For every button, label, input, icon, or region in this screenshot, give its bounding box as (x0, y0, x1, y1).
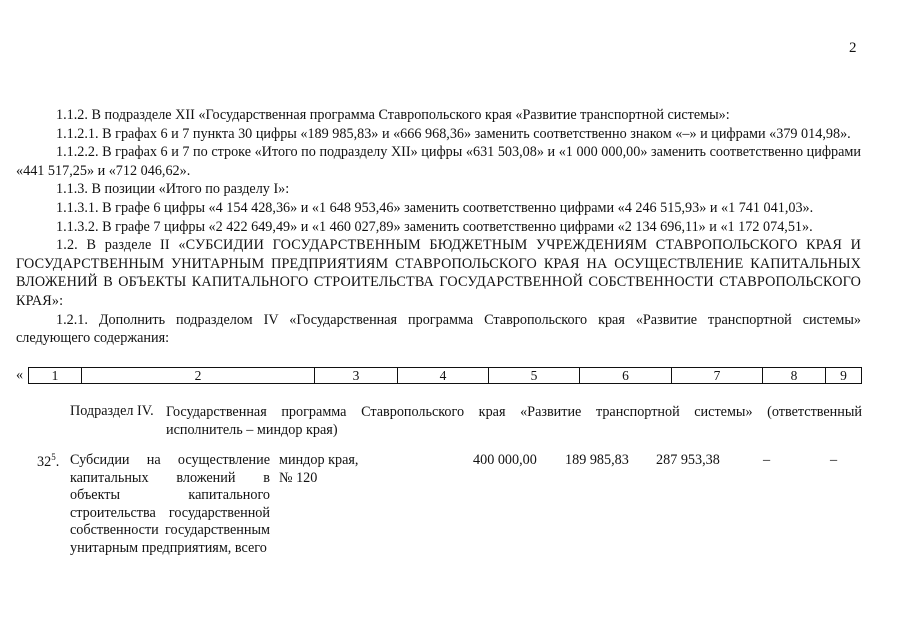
col-num-1: 1 (29, 368, 82, 384)
row-number-dot: . (55, 454, 60, 470)
amendment-text (16, 106, 861, 348)
page-number: 2 (849, 40, 857, 56)
open-quote: « (16, 367, 24, 383)
col-num-5: 5 (489, 368, 580, 384)
row-number (37, 452, 59, 471)
paragraph-1-1-2: 1.1.2. В подразделе XII «Государственная программа Ставропольского края «Развитие транспортной системы»: (56, 107, 730, 123)
paragraph-1-1-2-1: 1.1.2.1. В графах 6 и 7 пункта 30 цифры «189 985,83» и «666 968,36» заменить соответственно знаком «–» и цифрами «379 014,98». (56, 125, 851, 142)
row-col8-value: – (763, 452, 771, 468)
column-number-row (16, 367, 862, 384)
row-executor: миндор края, № 120 (279, 452, 359, 486)
col-num-6: 6 (580, 368, 672, 384)
row-col7-value: 287 953,38 (656, 452, 720, 468)
paragraph-1-1-3: 1.1.3. В позиции «Итого по разделу I»: (56, 181, 290, 198)
subsection-label: Подраздел IV. (70, 403, 154, 419)
col-num-2: 2 (82, 368, 315, 384)
col-num-4: 4 (398, 368, 489, 384)
row-col9-value: – (830, 452, 838, 468)
row-number-main: 32 (37, 454, 52, 470)
col-num-3: 3 (315, 368, 398, 384)
paragraph-1-1-3-1: 1.1.3.1. В графе 6 цифры «4 154 428,36» и «1 648 953,46» заменить соответственно цифрами «4 246 515,93» и «1 741 041,03». (56, 199, 814, 216)
paragraph-1-1-2-2: 1.1.2.2. В графах 6 и 7 по строке «Итого по подразделу XII» цифры «631 503,08» и «1 000 000,00» заменить соответственно цифрами «441 517,25» и «712 046,62». (16, 144, 861, 179)
paragraph-1-2: 1.2. В разделе II «СУБСИДИИ ГОСУДАРСТВЕННЫМ БЮДЖЕТНЫМ УЧРЕЖДЕНИЯМ СТАВРОПОЛЬСКОГО КРАЯ И ГОСУДАРСТВЕННЫМ УНИТАРНЫМ ПРЕДПРИЯТИЯМ СТАВРОПОЛЬСКОГО КРАЯ НА ОСУЩЕСТВЛЕНИЕ КАПИТАЛЬНЫХ ВЛОЖЕНИЙ В ОБЪЕКТЫ КАПИТАЛЬНОГО СТРОИТЕЛЬСТВА ГОСУДАРСТВЕННОЙ СОБСТВЕННОСТИ СТАВРОПОЛЬСКОГО КРАЯ»: (16, 237, 861, 309)
col-num-9: 9 (826, 368, 862, 384)
column-number-table (28, 367, 862, 384)
row-name: Субсидии на осуществление капитальных вложений в объекты капитального строительства государственной собственности государственным унитарным предприятиям, всего (70, 452, 270, 556)
row-col5-value: 400 000,00 (473, 452, 537, 468)
subsection-title: Государственная программа Ставропольского края «Развитие транспортной системы» (ответственный исполнитель – миндор края) (166, 404, 862, 439)
col-num-7: 7 (672, 368, 763, 384)
paragraph-1-2-1: 1.2.1. Дополнить подразделом IV «Государственная программа Ставропольского края «Развитие транспортной системы» следующего содержания: (16, 311, 861, 347)
row-col6-value: 189 985,83 (565, 452, 629, 468)
row-number-sup: 5 (51, 452, 56, 462)
col-num-8: 8 (763, 368, 826, 384)
paragraph-1-1-3-2: 1.1.3.2. В графе 7 цифры «2 422 649,49» и «1 460 027,89» заменить соответственно цифрами «2 134 696,11» и «1 172 074,51». (56, 218, 813, 235)
